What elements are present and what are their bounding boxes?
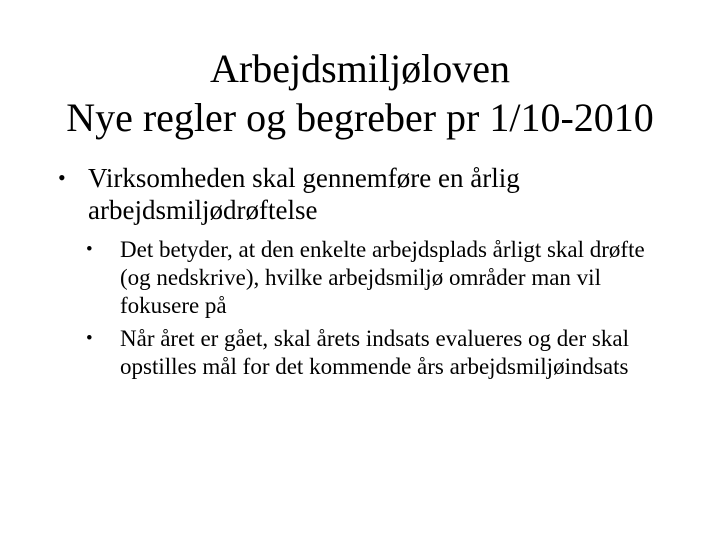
sub-bullet-text: Når året er gået, skal årets indsats evalueres og der skal opstilles mål for det kommende års arbejdsmiljøindsats: [120, 326, 629, 379]
bullet-item: [58, 162, 678, 226]
bullet-icon: •: [58, 165, 66, 190]
title-line-2: Nye regler og begreber pr 1/10-2010: [66, 95, 654, 140]
sub-bullet-item: [86, 236, 678, 320]
sub-bullet-icon: •: [86, 328, 93, 349]
sub-bullet-text: Det betyder, at den enkelte arbejdsplads årligt skal drøfte (og nedskrive), hvilke arbejdsmiljø områder man vil fokusere på: [120, 237, 645, 318]
slide-body: [58, 162, 678, 386]
bullet-text: Virksomheden skal gennemføre en årlig arbejdsmiljødrøftelse: [88, 163, 520, 225]
sub-bullet-list: [86, 236, 678, 381]
sub-bullet-item: [86, 325, 678, 381]
sub-bullet-icon: •: [86, 239, 93, 260]
slide-title: [36, 44, 684, 142]
title-line-1: Arbejdsmiljøloven: [210, 46, 510, 91]
